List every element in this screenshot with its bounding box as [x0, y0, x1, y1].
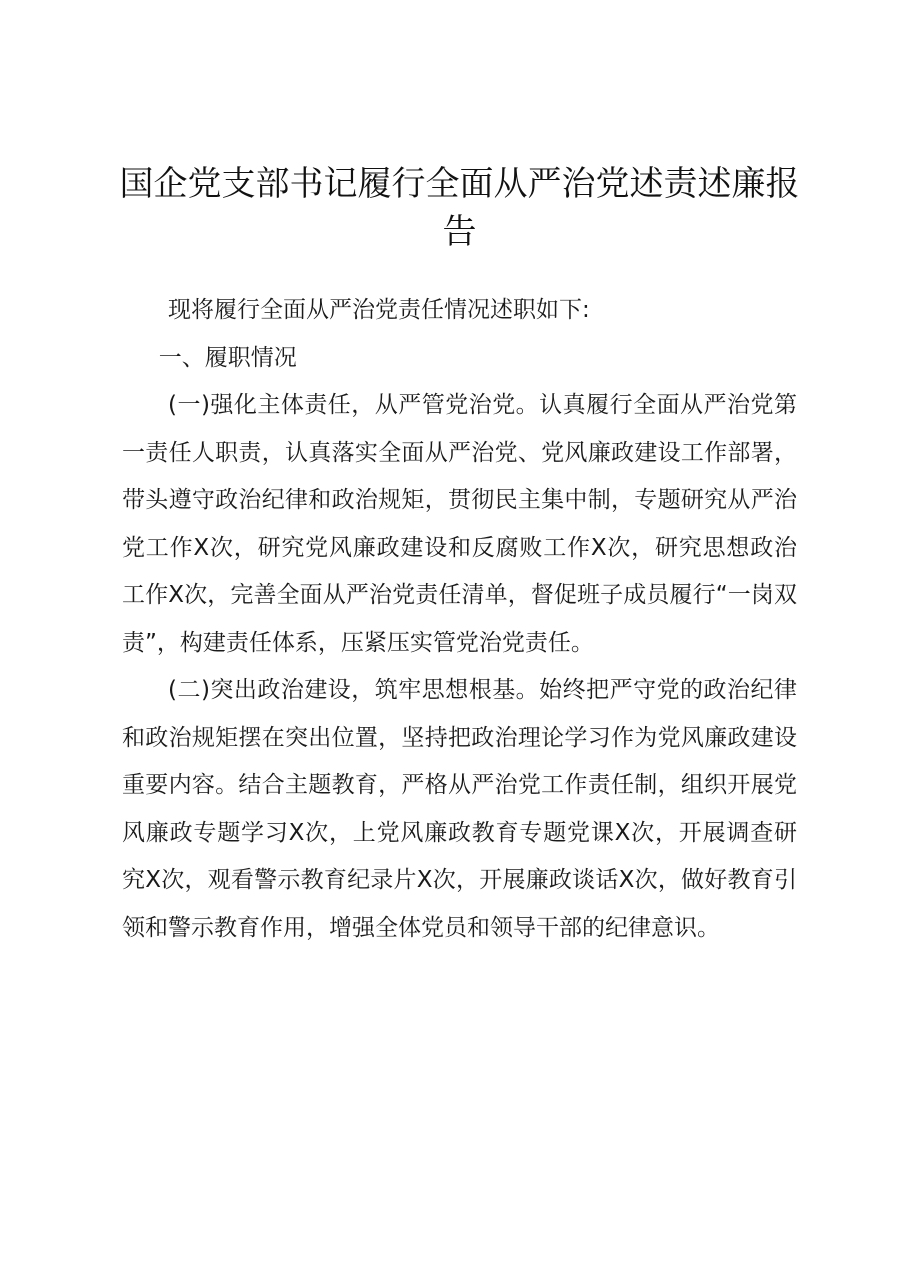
section-heading: 一、履职情况	[158, 344, 297, 371]
intro-paragraph: 现将履行全面从严治党责任情况述职如下:	[168, 297, 590, 323]
body-paragraph-2: (二)突出政治建设，筑牢思想根基。始终把严守党的政治纪律和政治规矩摆在突出位置，坚持把政治理论学习作为党风廉政建设重要内容。结合主题教育，严格从严治党工作责任制，组织开展党风廉政专题学习X次，上党风廉政教育专题党课X次，开展调查研究X次，观看警示教育纪录片X次，开展廉政谈话X次，做好教育引领和警示教育作用，增强全体党员和领导干部的纪律意识。	[122, 677, 797, 941]
document-body	[122, 287, 797, 952]
document-title: 国企党支部书记履行全面从严治党述责述廉报告	[119, 164, 800, 252]
body-paragraph-1: (一)强化主体责任，从严管党治党。认真履行全面从严治党第一责任人职责，认真落实全面从严治党、党风廉政建设工作部署，带头遵守政治纪律和政治规矩，贯彻民主集中制，专题研究从严治党工作X次，研究党风廉政建设和反腐败工作X次，研究思想政治工作X次，完善全面从严治党责任清单，督促班子成员履行“一岗双责”，构建责任体系，压紧压实管党治党责任。	[122, 392, 797, 656]
